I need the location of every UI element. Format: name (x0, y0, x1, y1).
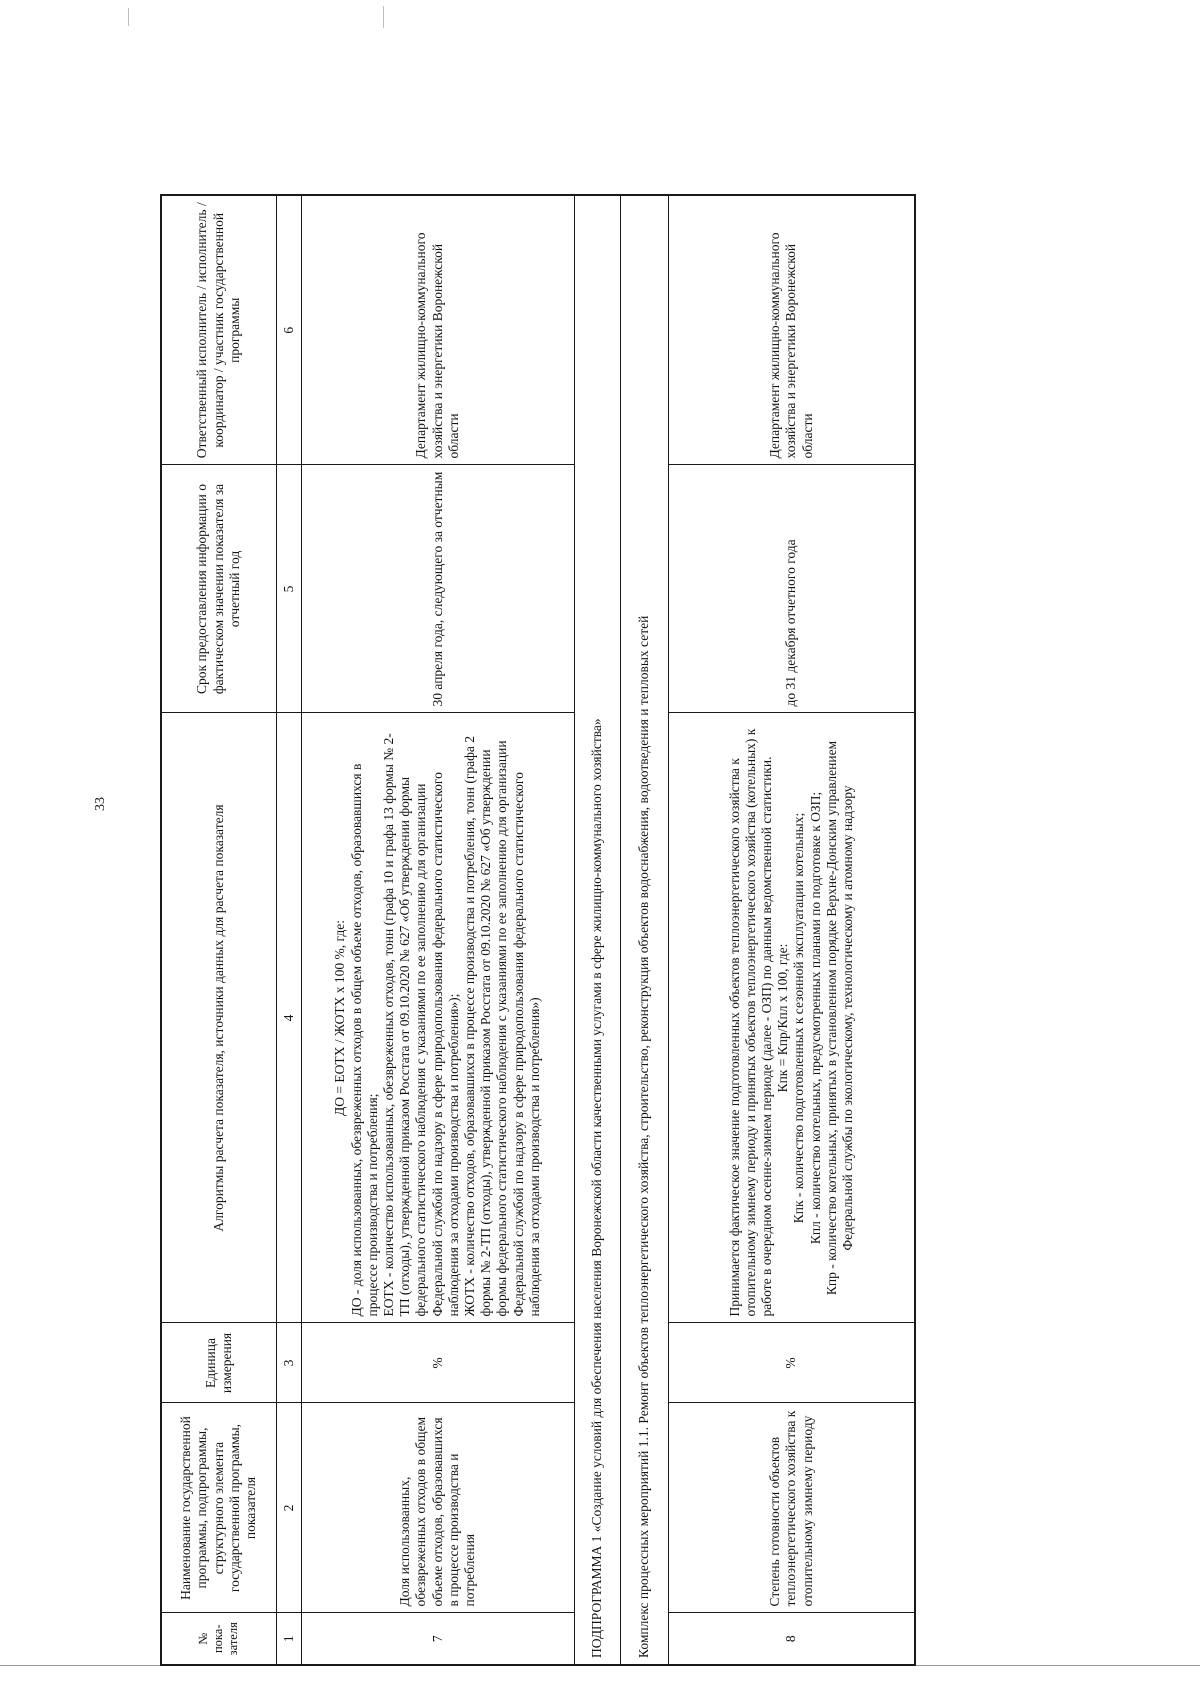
algorithm-cell (301, 713, 574, 1323)
scan-mark (128, 8, 129, 26)
unit-value: % (301, 1323, 574, 1403)
header-unit: Единица измерения (161, 1323, 276, 1403)
definition-text: Кпл - количество котельных, предусмотренных планами по подготовке к ОЗП; (807, 791, 823, 1245)
rotated-document (160, 196, 905, 1666)
row-number: 7 (301, 1613, 574, 1665)
intro-text: Принимается фактическое значение подготовленных объектов теплоэнергетического хозяйства к отопительному зимнему периоду и принятых объектов теплоэнергетического хозяйства (котельных) к работе в очередном осенне-зимнем периоде (далее - ОЗП) по данным ведомственной статистики. (726, 728, 775, 1317)
header-name: Наименование государственной программы, подпрограммы, структурного элемента государственной программы, показателя (161, 1403, 276, 1613)
unit-value: % (668, 1323, 915, 1403)
definition-text: ЖОТХ - количество отходов, образовавшихся в процессе производства и потребления, тонн (графа 2 формы № 2-ТП (отходы), утвержденной приказом Росстата от 09.10.2020 № 627 «Об утверждении формы федерального статистического наблюдения с указаниями по ее заполнению для организации Федеральной службой по надзору в сфере природопользования федерального статистического наблюдения за отходами производства и потребления») (461, 736, 542, 1317)
scan-mark (383, 6, 384, 28)
header-row (161, 195, 276, 1665)
responsible-value: Департамент жилищно-коммунального хозяйства и энергетики Воронежской области (301, 195, 574, 465)
column-number: 2 (276, 1403, 301, 1613)
table-row-8 (668, 195, 915, 1665)
column-number: 6 (276, 195, 301, 465)
page-number-text: 33 (93, 797, 108, 811)
complex-row (620, 195, 668, 1665)
complex-title: Комплекс процессных мероприятий 1.1. Ремонт объектов теплоэнергетического хозяйства, строительство, реконструкция объектов водоснабжения, водоотведения и тепловых сетей (620, 195, 668, 1665)
page-number (93, 797, 108, 811)
deadline-value: 30 апреля года, следующего за отчетным (301, 465, 574, 713)
definition-text: Кпр - количество котельных, принятых в установленном порядке Верхне-Донским управлением Федеральной службы по экологическому, технологическому и атомному надзору (823, 740, 855, 1296)
subprogram-row (574, 195, 620, 1665)
formula-text: ДО = ЕОТХ / ЖОТХ х 100 %, где: (332, 920, 348, 1116)
definition-text: ЕОТХ - количество использованных, обезвреженных отходов, тонн (графа 10 и графа 13 формы № 2-ТП (отходы), утвержденной приказом Росстата от 09.10.2020 № 627 «Об утверждении формы федерального статистического наблюдения с указаниями по ее заполнению для организации Федеральной службой по надзору в сфере природопользования федерального статистического наблюдения за отходами производства и потребления»); (381, 733, 461, 1317)
subprogram-title: ПОДПРОГРАММА 1 «Создание условий для обеспечения населения Воронежской области качественными услугами в сфере жилищно-коммунального хозяйства» (574, 195, 620, 1665)
header-number: № пока- зателя (161, 1613, 276, 1665)
column-number: 3 (276, 1323, 301, 1403)
algorithm-cell (668, 713, 915, 1323)
header-deadline: Срок предоставления информации о фактическом значении показателя за отчетный год (161, 465, 276, 713)
indicators-table (160, 194, 916, 1666)
table-row-7 (301, 195, 574, 1665)
column-number-row (276, 195, 301, 1665)
deadline-value: до 31 декабря отчетного года (668, 465, 915, 713)
column-number: 4 (276, 713, 301, 1323)
definition-text: ДО - доля использованных, обезвреженных отходов в общем объеме отходов, образовавшихся в процессе производства и потребления; (348, 763, 380, 1317)
definition-text: Кпк - количество подготовленных к сезонной эксплуатации котельных; (791, 812, 807, 1224)
indicator-name: Доля использованных, обезвреженных отходов в общем объеме отходов, образовавшихся в процессе производства и потребления (301, 1403, 574, 1613)
responsible-value: Департамент жилищно-коммунального хозяйства и энергетики Воронежской области (668, 195, 915, 465)
header-responsible: Ответственный исполнитель / исполнитель / координатор / участник государственной программы (161, 195, 276, 465)
formula-text: Кпк = Кпр/Кпл х 100, где: (775, 943, 791, 1093)
row-number: 8 (668, 1613, 915, 1665)
header-algorithm: Алгоритмы расчета показателя, источники данных для расчета показателя (161, 713, 276, 1323)
column-number: 5 (276, 465, 301, 713)
column-number: 1 (276, 1613, 301, 1665)
indicator-name: Степень готовности объектов теплоэнергетического хозяйства к отопительному зимнему периоду (668, 1403, 915, 1613)
